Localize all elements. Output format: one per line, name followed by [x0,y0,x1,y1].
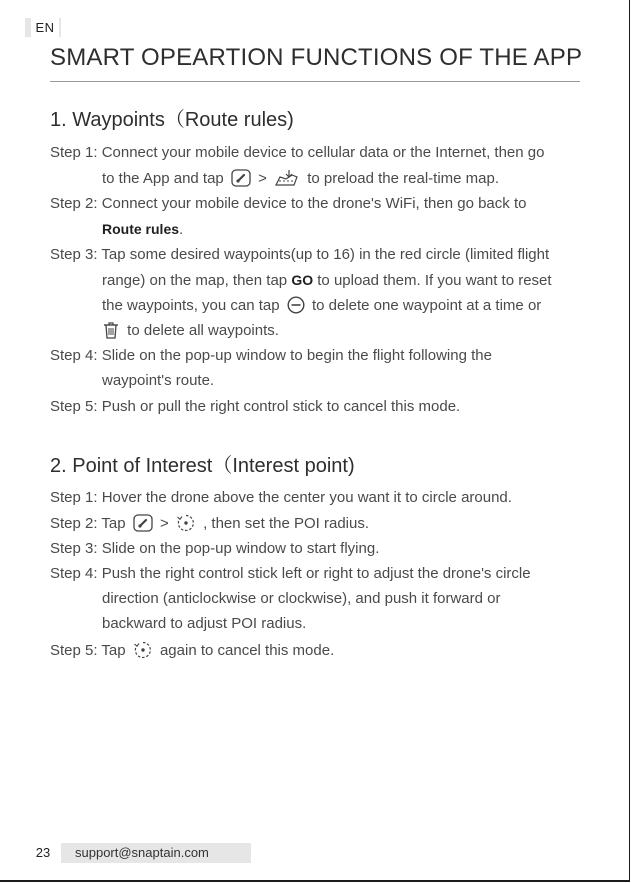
waypoints-step-3-cont-3: to delete all waypoints. [102,321,279,344]
poi-step-4-cont-1: direction (anticlockwise or clockwise), and push it forward or [102,590,501,607]
trash-icon [102,321,120,344]
waypoints-step-1: Step 1: Connect your mobile device to cellular data or the Internet, then go [50,144,545,161]
waypoints-step-2-cont: Route rules. [102,221,184,238]
waypoints-step-3-cont-1: range) on the map, then tap GO to upload them. If you want to reset [102,272,552,289]
waypoints-step-4-cont: waypoint's route. [102,372,215,389]
waypoints-step-5: Step 5: Push or pull the right control stick to cancel this mode. [50,398,461,415]
section-heading-poi: 2. Point of Interest（Interest point) [50,455,355,477]
page-number: 23 [25,843,61,863]
poi-circle-icon [176,514,196,537]
drone-settings-icon [231,169,251,192]
section-heading-waypoints: 1. Waypoints（Route rules) [50,109,294,131]
waypoints-step-3-cont-2: the waypoints, you can tap to delete one waypoint at a time or [102,296,541,319]
poi-step-5: Step 5: Tap again to cancel this mode. [50,641,334,664]
waypoints-step-2: Step 2: Connect your mobile device to the drone's WiFi, then go back to [50,195,527,212]
minus-circle-icon [287,296,305,319]
waypoints-step-1-cont: to the App and tap > to preload the real-time map. [102,169,499,192]
page-title: SMART OPEARTION FUNCTIONS OF THE APP [50,44,583,71]
poi-circle-icon [133,641,153,664]
drone-settings-icon [133,514,153,537]
title-divider [50,81,580,82]
poi-step-3: Step 3: Slide on the pop-up window to start flying. [50,540,380,557]
poi-step-4-cont-2: backward to adjust POI radius. [102,615,307,632]
waypoints-step-3: Step 3: Tap some desired waypoints(up to 16) in the red circle (limited flight [50,246,550,263]
waypoints-step-4: Step 4: Slide on the pop-up window to begin the flight following the [50,347,492,364]
language-tag: EN [25,18,61,37]
poi-step-1: Step 1: Hover the drone above the center you want it to circle around. [50,489,512,506]
poi-step-4: Step 4: Push the right control stick left or right to adjust the drone's circle [50,565,531,582]
poi-step-2: Step 2: Tap > , then set the POI radius. [50,514,369,537]
support-email: support@snaptain.com [75,845,209,860]
map-download-icon [274,169,300,192]
